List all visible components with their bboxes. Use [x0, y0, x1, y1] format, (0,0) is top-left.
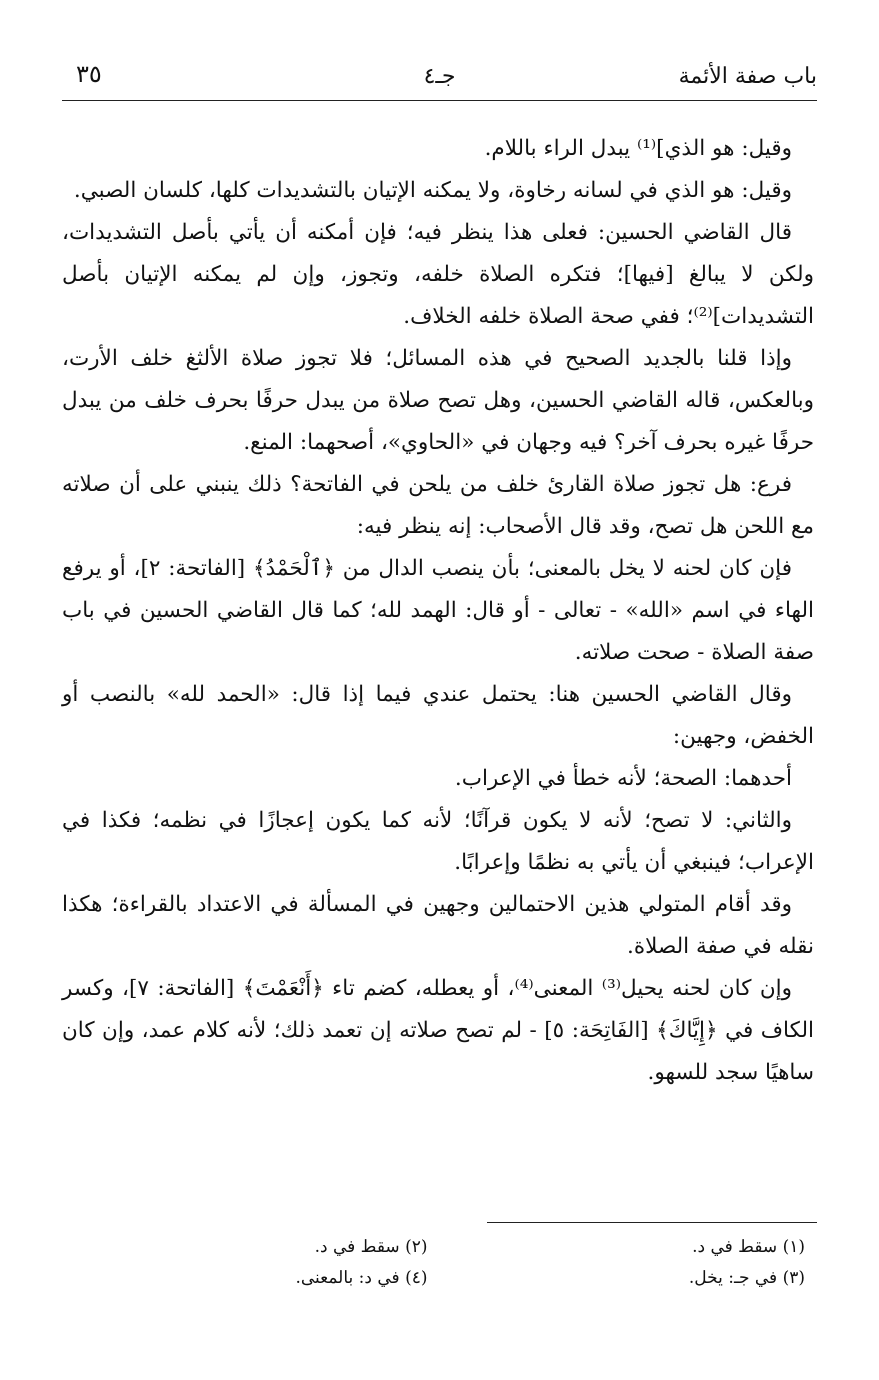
footnote-row [62, 1232, 817, 1263]
paragraph: وقيل: هو الذي]⁽¹⁾ يبدل الراء باللام. [484, 136, 792, 161]
chapter-title: باب صفة الأئمة [678, 64, 817, 89]
header-rule [62, 100, 817, 101]
paragraph: وإذا قلنا بالجديد الصحيح في هذه المسائل؛ فلا تجوز صلاة الألثغ خلف الأرت، وبالعكس، قاله القاضي الحسين، وهل تصح صلاة من يبدل حرفًا بحرف خلف من يبدل حرفًا غيره بحرف آخر؟ فيه وجهان في «الحاوي»، أصحهما: المنع. [62, 346, 814, 455]
footnotes [62, 1232, 817, 1294]
footnote-1: (١) سقط في د. [692, 1237, 805, 1257]
paragraph: وقيل: هو الذي في لسانه رخاوة، ولا يمكنه الإتيان بالتشديدات كلها، كلسان الصبي. [73, 178, 792, 203]
main-text [62, 128, 814, 1094]
paragraph: وقد أقام المتولي هذين الاحتمالين وجهين في المسألة في الاعتداد بالقراءة؛ هكذا نقله في صفة الصلاة. [62, 892, 814, 959]
paragraph: فرع: هل تجوز صلاة القارئ خلف من يلحن في الفاتحة؟ ذلك ينبني على أن صلاته مع اللحن هل تصح، وقد قال الأصحاب: إنه ينظر فيه: [62, 472, 814, 539]
page-number: ٣٥ [76, 60, 102, 88]
paragraph: قال القاضي الحسين: فعلى هذا ينظر فيه؛ فإن أمكنه أن يأتي بأصل التشديدات، ولكن لا يبالغ [فيها]؛ فتكره الصلاة خلفه، وتجوز، وإن لم يمكنه الإتيان بأصل التشديدات]⁽²⁾؛ ففي صحة الصلاة خلفه الخلاف. [62, 220, 814, 329]
footnote-row [62, 1263, 817, 1294]
footnote-4: (٤) في د: بالمعنى. [295, 1268, 428, 1288]
paragraph: أحدهما: الصحة؛ لأنه خطأ في الإعراب. [454, 766, 792, 791]
footnote-2: (٢) سقط في د. [314, 1237, 428, 1257]
running-header [62, 58, 817, 98]
paragraph: والثاني: لا تصح؛ لأنه لا يكون قرآنًا؛ لأنه كما يكون إعجازًا في نظمه؛ فكذا في الإعراب؛ فينبغي أن يأتي به نظمًا وإعرابًا. [62, 808, 814, 875]
footnote-3: (٣) في جـ: يخل. [688, 1268, 805, 1288]
volume-label: جـ٤ [423, 64, 456, 89]
paragraph: وإن كان لحنه يحيل⁽³⁾ المعنى⁽⁴⁾، أو يعطله، كضم تاء ﴿أَنْعَمْتَ﴾ [الفاتحة: ٧]، وكسر الكاف في ﴿إِيَّاكَ﴾ [الفَاتِحَة: ٥] - لم تصح صلاته إن تعمد ذلك؛ لأنه كلام عمد، وإن كان ساهيًا سجد للسهو. [62, 976, 814, 1085]
paragraph: وقال القاضي الحسين هنا: يحتمل عندي فيما إذا قال: «الحمد لله» بالنصب أو الخفض، وجهين: [62, 682, 814, 749]
paragraph: فإن كان لحنه لا يخل بالمعنى؛ بأن ينصب الدال من ﴿ٱلْحَمْدُ﴾ [الفاتحة: ٢]، أو يرفع الهاء في اسم «الله» - تعالى - أو قال: الهمد لله؛ كما قال القاضي الحسين في باب صفة الصلاة - صحت صلاته. [62, 556, 814, 665]
footnote-separator [487, 1222, 817, 1223]
